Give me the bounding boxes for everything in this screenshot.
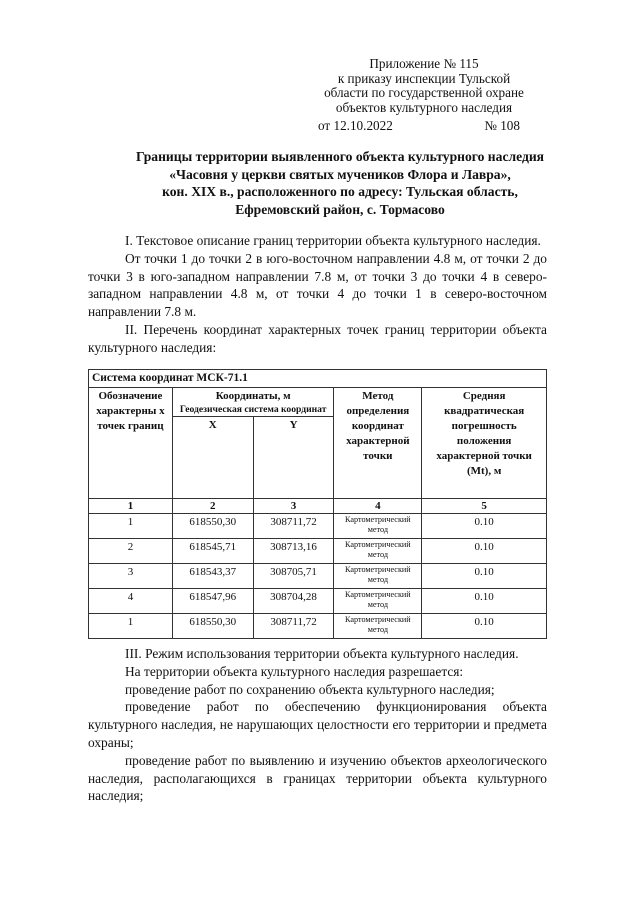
header-x: X bbox=[172, 417, 253, 499]
method: Картометрический метод bbox=[334, 539, 422, 564]
coord-x: 618543,37 bbox=[172, 564, 253, 589]
section-3-item: проведение работ по выявлению и изучению объектов археологического наследия, располагающихся в границах территории объекта культурного наследия; bbox=[88, 752, 547, 804]
column-number: 2 bbox=[172, 499, 253, 514]
column-numbers-row bbox=[89, 499, 547, 514]
header-designation: Обозначение характерны х точек границ bbox=[89, 388, 173, 499]
coordinates-table bbox=[88, 369, 547, 639]
coord-x: 618547,96 bbox=[172, 589, 253, 614]
point-id: 1 bbox=[89, 614, 173, 639]
order-date: от 12.10.2022 bbox=[318, 118, 393, 134]
order-date-number bbox=[318, 119, 530, 134]
coord-y: 308711,72 bbox=[253, 614, 334, 639]
point-id: 2 bbox=[89, 539, 173, 564]
point-id: 3 bbox=[89, 564, 173, 589]
appendix-header bbox=[318, 57, 530, 134]
section-3-item: проведение работ по обеспечению функционирования объекта культурного наследия, не нарушающих целостности его территории и предмета охраны; bbox=[88, 699, 547, 750]
column-number: 1 bbox=[89, 499, 173, 514]
header-geo-system: Геодезическая система координат bbox=[179, 404, 327, 415]
point-id: 1 bbox=[89, 514, 173, 539]
coord-x: 618545,71 bbox=[172, 539, 253, 564]
title-line: Границы территории выявленного объекта культурного наследия bbox=[135, 149, 545, 164]
point-id: 4 bbox=[89, 589, 173, 614]
appendix-line: к приказу инспекции Тульской bbox=[337, 70, 511, 86]
coord-x: 618550,30 bbox=[172, 514, 253, 539]
column-number: 5 bbox=[422, 499, 547, 514]
order-number: № 108 bbox=[484, 118, 520, 134]
table-row bbox=[89, 514, 547, 539]
header-y: Y bbox=[253, 417, 334, 499]
error-value: 0.10 bbox=[422, 614, 547, 639]
method: Картометрический метод bbox=[334, 564, 422, 589]
section-1-text: От точки 1 до точки 2 в юго-восточном направлении 4.8 м, от точки 2 до точки 3 в юго-западном направлении 7.8 м, от точки 3 до точки 4 в северо-западном направлении 4.8 м, от точки 4 до точки 1 в северо-восточном направлении 7.8 м. bbox=[88, 250, 547, 320]
coord-y: 308705,71 bbox=[253, 564, 334, 589]
document-title bbox=[70, 148, 610, 218]
header-method: Метод определения координат характерной точки bbox=[334, 388, 422, 499]
title-line: Ефремовский район, с. Тормасово bbox=[235, 201, 445, 217]
error-value: 0.10 bbox=[422, 589, 547, 614]
column-number: 4 bbox=[334, 499, 422, 514]
appendix-line: Приложение № 115 bbox=[369, 56, 479, 71]
coord-y: 308711,72 bbox=[253, 514, 334, 539]
method: Картометрический метод bbox=[334, 589, 422, 614]
title-line: кон. XIX в., расположенного по адресу: Тульская область, bbox=[162, 184, 518, 200]
section-3 bbox=[88, 645, 547, 805]
section-1-heading: I. Текстовое описание границ территории объекта культурного наследия. bbox=[125, 233, 541, 248]
coord-y: 308704,28 bbox=[253, 589, 334, 614]
section-2-heading: II. Перечень координат характерных точек границ территории объекта культурного наследия: bbox=[88, 321, 547, 355]
header-coordinates-label: Координаты, м bbox=[215, 390, 291, 402]
error-value: 0.10 bbox=[422, 539, 547, 564]
coord-x: 618550,30 bbox=[172, 614, 253, 639]
section-1 bbox=[88, 232, 547, 357]
section-3-intro: На территории объекта культурного наследия разрешается: bbox=[125, 663, 464, 679]
appendix-line: объектов культурного наследия bbox=[335, 99, 513, 115]
section-3-heading: III. Режим использования территории объекта культурного наследия. bbox=[125, 646, 519, 661]
title-line: «Часовня у церкви святых мучеников Флора и Лавра», bbox=[169, 166, 511, 182]
method: Картометрический метод bbox=[334, 614, 422, 639]
header-error: Средняя квадратическая погрешность положения характерной точки (Mt), м bbox=[422, 388, 547, 499]
table-row bbox=[89, 539, 547, 564]
coordinate-system-label: Система координат МСК-71.1 bbox=[89, 370, 547, 388]
coord-y: 308713,16 bbox=[253, 539, 334, 564]
method: Картометрический метод bbox=[334, 514, 422, 539]
appendix-line: области по государственной охране bbox=[324, 85, 524, 101]
error-value: 0.10 bbox=[422, 514, 547, 539]
column-number: 3 bbox=[253, 499, 334, 514]
section-3-item: проведение работ по сохранению объекта культурного наследия; bbox=[125, 681, 495, 697]
table-row bbox=[89, 564, 547, 589]
table-row bbox=[89, 614, 547, 639]
table-row bbox=[89, 589, 547, 614]
header-coordinates bbox=[172, 388, 334, 417]
error-value: 0.10 bbox=[422, 564, 547, 589]
